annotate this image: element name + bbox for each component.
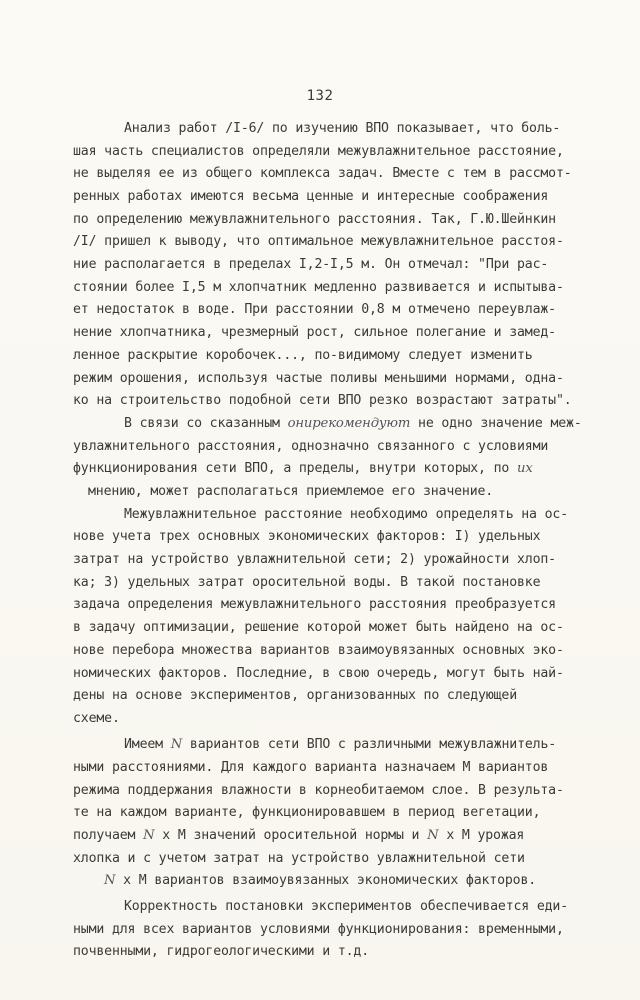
text-segment: х М значений оросительной нормы и: [154, 828, 428, 843]
text-line: [124, 737, 556, 753]
handwritten-insertion: их: [517, 461, 533, 476]
text-line: задача определения межувлажнительного расстояния преобразуется: [73, 597, 556, 612]
handwritten-insertion: N: [170, 737, 183, 752]
text-line: ние располагается в пределах I,2-I,5 м. Он отмечал: "При рас-: [73, 257, 549, 272]
text-line: затрат на устройство увлажнительной сети; 2) урожайности хлоп-: [73, 552, 556, 567]
page-number: 132: [306, 88, 334, 104]
text-line: нове перебора множества вариантов взаимоувязанных основных эко-: [73, 643, 564, 658]
text-segment: не одно значение меж-: [410, 416, 582, 431]
text-segment: В связи со сказанным: [124, 416, 288, 431]
text-line: в задачу оптимизации, решение которой может быть найдено на ос-: [73, 620, 564, 635]
text-line: /I/ пришел к выводу, что оптимальное межувлажнительное расстоя-: [73, 234, 564, 249]
text-line: дены на основе экспериментов, организованных по следующей: [73, 688, 518, 703]
text-segment: получаем: [73, 828, 144, 843]
text-line: Корректность постановки экспериментов обеспечивается еди-: [124, 899, 569, 914]
text-line: Межувлажнительное расстояние необходимо определять на ос-: [124, 507, 569, 522]
text-line: ленное раскрытие коробочек..., по-видимому следует изменить: [73, 348, 533, 363]
text-line: увлажнительного расстояния, однозначно связанного с условиями: [73, 439, 549, 454]
text-line: мнению, может располагаться приемлемое его значение.: [88, 484, 494, 499]
text-line: ными для всех вариантов условиями функционирования: временными,: [73, 922, 564, 937]
text-line: хлопка и с учетом затрат на устройство увлажнительной сети: [73, 851, 525, 866]
text-line: стоянии более I,5 м хлопчатник медленно развивается и испытыва-: [73, 280, 564, 295]
text-line: [73, 461, 533, 477]
handwritten-insertion: N: [104, 873, 116, 888]
text-line: по определению межувлажнительного расстояния. Так, Г.Ю.Шейнкин: [73, 212, 556, 227]
text-line: ко на строительство подобной сети ВПО резко возрастают затраты".: [73, 393, 572, 408]
handwritten-insertion: они: [287, 416, 313, 431]
handwritten-insertion: рекомендуют: [312, 416, 411, 431]
text-line: шая часть специалистов определяли межувлажнительное расстояние,: [73, 144, 564, 159]
text-line: Анализ работ /I-6/ по изучению ВПО показывает, что боль-: [124, 121, 561, 136]
text-line: ет недостаток в воде. При расстоянии 0,8 м отмечено переувлаж-: [73, 302, 556, 317]
text-segment: х М урожая: [438, 828, 525, 843]
text-line: режим орошения, используя частые поливы меньшими нормами, одна-: [73, 371, 564, 386]
text-line: номических факторов. Последние, в свою очередь, могут быть най-: [73, 666, 564, 681]
text-line: [104, 873, 536, 889]
text-line: схеме.: [73, 711, 120, 726]
text-line: ка; 3) удельных затрат оросительной воды. В такой постановке: [73, 575, 541, 590]
text-segment: вариантов сети ВПО с различными межувлажнитель-: [182, 737, 557, 752]
handwritten-insertion: N: [143, 828, 155, 843]
text-line: те на каждом варианте, функционировавшем в период вегетации,: [73, 805, 541, 820]
text-line: режима поддержания влажности в корнеобитаемом слое. В результа-: [73, 783, 564, 798]
text-line: не выделяя ее из общего комплекса задач. Вместе с тем в рассмот-: [73, 166, 572, 181]
text-line: [73, 828, 524, 844]
text-line: ренных работах имеются весьма ценные и интересные соображения: [73, 189, 549, 204]
text-line: ными расстояниями. Для каждого варианта назначаем М вариантов: [73, 760, 549, 775]
text-segment: функционирования сети ВПО, а пределы, внутри которых, по: [73, 461, 518, 476]
handwritten-insertion: N: [427, 828, 439, 843]
text-line: нение хлопчатника, чрезмерный рост, сильное полегание и замед-: [73, 325, 556, 340]
text-line: [124, 416, 582, 432]
text-segment: Имеем: [124, 737, 171, 752]
text-line: почвенными, гидрогеологическими и т.д.: [73, 944, 370, 959]
text-line: нове учета трех основных экономических факторов: I) удельных: [73, 529, 541, 544]
text-segment: х М вариантов взаимоувязанных экономических факторов.: [115, 873, 537, 888]
